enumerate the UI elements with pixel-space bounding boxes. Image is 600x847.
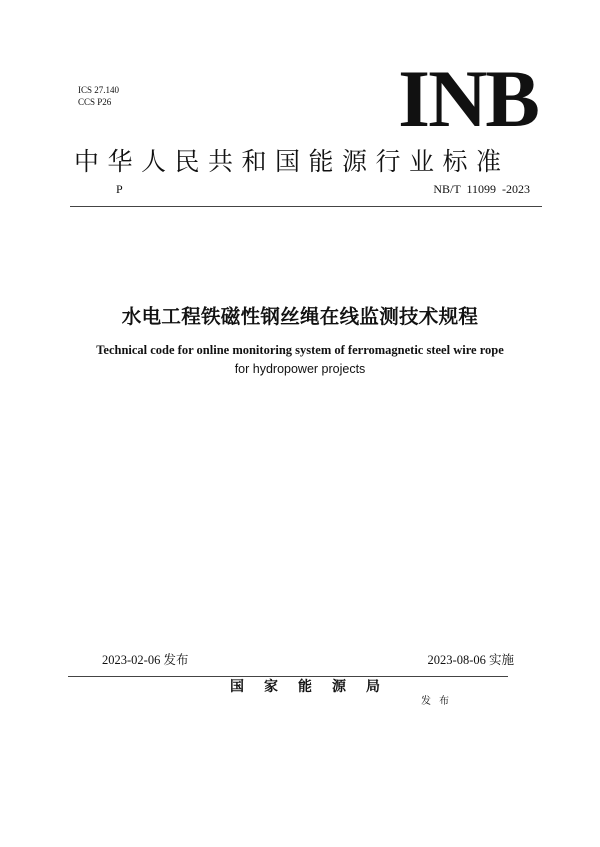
document-title-english-line1: Technical code for online monitoring system of ferromagnetic steel wire rope — [96, 343, 504, 357]
ccs-code: CCS P26 — [78, 97, 112, 107]
ics-code: ICS 27.140 — [78, 85, 120, 95]
inb-logo: INB — [398, 53, 538, 144]
implementation-date: 2023-08-06 实施 — [427, 653, 514, 667]
document-title-chinese: 水电工程铁磁性钢丝绳在线监测技术规程 — [121, 305, 479, 328]
issuing-authority: 国家能源局 — [230, 679, 400, 695]
publish-label: 发布 — [421, 696, 457, 707]
document-title-english-line2: for hydropower projects — [234, 362, 366, 376]
classification-letter: P — [116, 182, 123, 196]
top-divider — [70, 206, 542, 207]
standard-number: NB/T 11099 -2023 — [433, 182, 530, 196]
issue-date: 2023-02-06 发布 — [102, 653, 189, 667]
org-title: 中华人民共和国能源行业标准 — [74, 147, 510, 176]
